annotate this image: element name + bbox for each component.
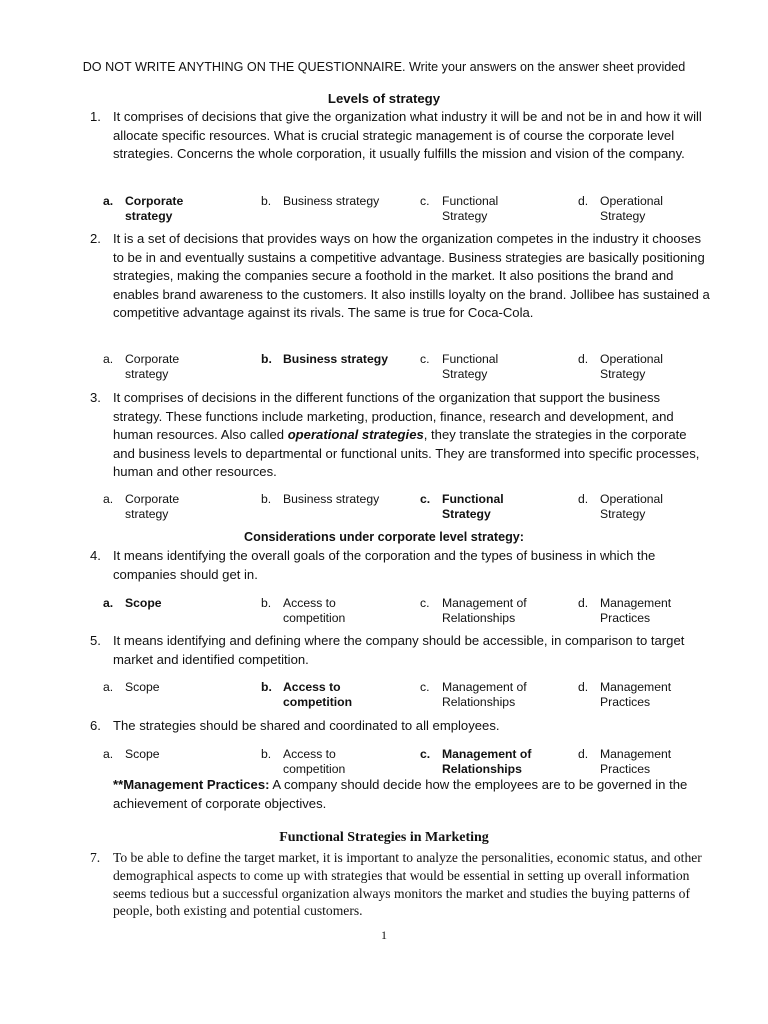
question-1 (90, 108, 710, 164)
question-text: To be able to define the target market, it is important to analyze the personalities, economic status, and other demographical aspects to come up with strategies that would be essential in setting up overall information seems tedious but a successful organization always monitors the market and studies the buying patterns of people, both existing and potential customers. (113, 850, 702, 919)
question-text: The strategies should be shared and coordinated to all employees. (113, 718, 500, 733)
instruction-line: DO NOT WRITE ANYTHING ON THE QUESTIONNAIRE. Write your answers on the answer sheet provided (82, 60, 686, 74)
question-number: 2. (90, 231, 101, 246)
question-text: It is a set of decisions that provides ways on how the organization competes in the industry it chooses to be in and eventually sustains a competitive advantage. Business strategies are basically positioning strategies, making the companies secure a foothold in the market. It also positions the brand and enables brand awareness to the customers. It also instills loyalty on the brand. Jollibee has sustained a competitive advantage against its rivals. The same is true for Coca-Cola. (113, 231, 710, 321)
question-7 (90, 849, 710, 920)
question-6 (90, 717, 710, 736)
question-number: 7. (90, 850, 101, 865)
question-4 (90, 547, 710, 584)
question-number: 6. (90, 718, 101, 733)
question-text: It comprises of decisions in the different functions of the organization that support the business strategy. These functions include marketing, production, finance, research and development, and human resources. Also called operational strategies, they translate the strategies in the corporate and business levels to departmental or functional units. They are transformed into specific processes, human and other resources. (113, 390, 700, 480)
section-title-levels: Levels of strategy (327, 91, 441, 106)
question-5 (90, 632, 710, 669)
question-number: 3. (90, 390, 101, 405)
questionnaire-page: DO NOT WRITE ANYTHING ON THE QUESTIONNAIRE. Write your answers on the answer sheet provided Levels of strategy 1. It comprises of decisions that give the organization what industry it will be and not be in and how it will allocate specific resources. What is crucial strategic management is of course the corporate level strategies. Concerns the whole corporation, it usually fulfills the mission and vision of the company. a. Corporate strategy b. Business strategy c. Functional Strategy d. Operational Strategy 2. It is a set of decisions that provides ways on how the organization competes in the industry it chooses to be in and eventually sustains a competitive advantage. Business strategies are basically positioning strategies, making the companies secure a foothold in the market. It also positions the brand and enables brand awareness to the customers. It also instills loyalty on the brand. Jollibee has sustained a competitive advantage against its rivals. The same is true for Coca-Cola. a. Corporate strategy b. Business strategy c. Functional Strategy d. Operational Strategy 3. It comprises of decisions in the different functions of the organization that support the business strategy. These functions include marketing, production, finance, research and development, and human resources. Also called operational strategies, they translate the strategies in the corporate and business levels to departmental or functional units. They are transformed into specific processes, human and other resources. a. Corporate strategy b. Business strategy c. Functional Strategy d. Operational Strategy Considerations under corporate level strategy: 4. It means identifying the overall goals of the corporation and the types of business in which the companies should get in. a. Scope b. Access to competition c. Management of Relationships d. Management Practices 5. It means identifying and defining where the company should be accessible, in comparison to target market and identified competition. a. Scope b. Access to competition c. Management of Relationships d. Management Practices 6. The strategies should be shared and coordinated to all employees. a. Scope b. Access to competition c. Management of Relationships d. Management Practices **Management Practices: A company should decide how the employees are to be governed in the achievement of corporate objectives. Functional Strategies in Marketing 7. To be able to define the target market, it is important to analyze the personalities, economic status, and other demographical aspects to come up with strategies that would be essential in setting up overall information seems tedious but a successful organization always monitors the market and studies the buying patterns of people, both existing and potential customers. 1 (0, 0, 768, 1024)
note-label: **Management Practices: (113, 777, 270, 792)
question-text: It means identifying and defining where the company should be accessible, in comparison to target market and identified competition. (113, 633, 685, 667)
emphasized-term: operational strategies (287, 427, 424, 443)
question-number: 4. (90, 548, 101, 563)
management-practices-note (113, 776, 713, 813)
note-text: A company should decide how the employees are to be governed in the achievement of corporate objectives. (113, 777, 688, 811)
question-number: 1. (90, 109, 101, 124)
page-number: 1 (381, 928, 387, 942)
question-number: 5. (90, 633, 101, 648)
section-title-marketing: Functional Strategies in Marketing (279, 830, 489, 845)
question-2 (90, 230, 710, 323)
section-title-considerations: Considerations under corporate level strategy: (244, 530, 524, 544)
question-text: It means identifying the overall goals of the corporation and the types of business in which the companies should get in. (113, 548, 656, 582)
question-text: It comprises of decisions that give the organization what industry it will be and not be in and how it will allocate specific resources. What is crucial strategic management is of course the corporate level strategies. Concerns the whole corporation, it usually fulfills the mission and vision of the company. (113, 109, 702, 162)
question-3 (90, 389, 710, 482)
